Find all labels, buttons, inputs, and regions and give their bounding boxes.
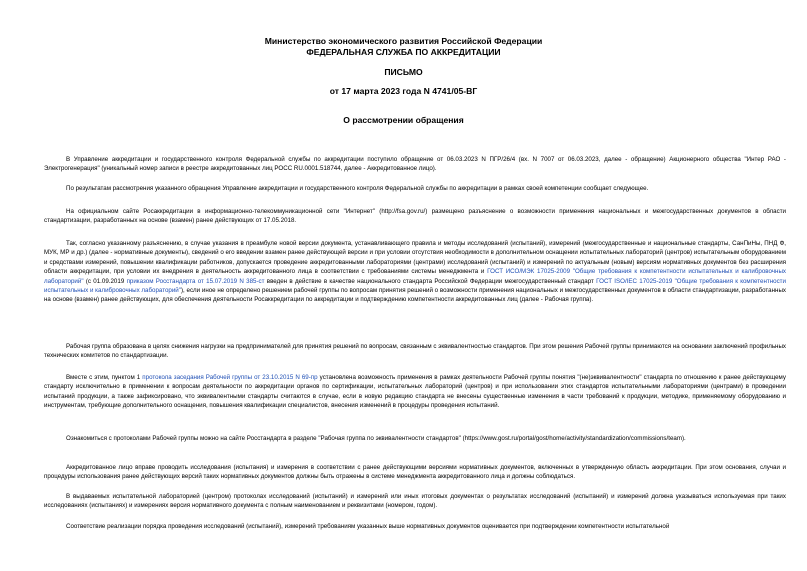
paragraph-1: В Управление аккредитации и государственного контроля Федеральной службы по аккредитации поступило обращение от 06.03.2023 N ПГР/26/4 (вх. N 7007 от 06.03.2023, далее - обращение) Акционерного общества "Интер РАО - Электрогенерация" (уникальный номер записи в реестре аккредитованных лиц РОСС RU.0001.518744, далее - Аккредитованное лицо).	[44, 156, 786, 173]
service-name: ФЕДЕРАЛЬНАЯ СЛУЖБА ПО АККРЕДИТАЦИИ	[306, 47, 501, 57]
paragraph-6-text-b: установлена возможность применения в рамках деятельности Рабочей группы понятия "(не)эквивалентности" стандарта по отношению к ранее действующему стандарту исключительно в применении к вопросам деятельности по аккредитации органов по сертификации, испытательных лабораторий (центров) и при использовании этих стандартов испытательными лабораториями (центрами) в проведении испытаний продукции, а также зафиксировано, что эквивалентными стандарты считаются в случае, если в новую редакцию стандарта не внесены существенные изменения в части требований к продукции, методике, применяемому оборудованию и инструментам, требующие дополнительного оснащения, повышения квалификации специалистов, внесения изменений в процедуры проведения испытаний.	[44, 374, 786, 410]
working-group-protocol-link[interactable]: протокола заседания Рабочей группы от 23.10.2015 N 69-пр	[142, 374, 318, 381]
rosstandart-order-link[interactable]: приказом Росстандарта от 15.07.2019 N 385-ст	[126, 277, 265, 285]
paragraph-4-text-d: ), если иное не определено решением рабочей группы по вопросам принятия решений о возможности применения национальных и межгосударственных документов в области стандартизации, разработанных на основе (взамен) ранее действующих, для обеспечения деятельности Росаккредитации по аккредитации и подтверждению компетентности аккредитованных лиц (далее - Рабочая группа).	[44, 287, 787, 304]
paragraph-4	[44, 239, 786, 305]
paragraph-4-text-b: (с 01.09.2019	[85, 277, 125, 285]
gost-iso-17025-2019-link[interactable]: ГОСТ ISO/IEC 17025-2019 "Общие требования к компетентности испытательных и калибровочных лабораторий"	[44, 277, 786, 295]
paragraph-4-text-c: введен в действие в качестве национального стандарта Российской Федерации межгосударственный стандарт	[266, 277, 594, 285]
document-date: от 17 марта 2023 года N 4741/05-ВГ	[329, 86, 478, 96]
paragraph-6-text-a: Вместе с этим, пунктом 1	[66, 374, 141, 381]
paragraph-2: По результатам рассмотрения указанного обращения Управление аккредитации и государственного контроля Федеральной службы по аккредитации в рамках своей компетенции сообщает следующее.	[66, 185, 649, 192]
paragraph-9: В выдаваемых испытательной лабораторией (центром) протоколах исследований (испытаний) и измерений или иных итоговых документах о результатах исследований (испытаний) и измерений должна указываться используемая при таких исследованиях (испытаниях) и измерениях версия нормативного документа с полным наименованием и реквизитами (номером, годом).	[44, 493, 786, 510]
paragraph-3: На официальном сайте Росаккредитации в информационно-телекоммуникационной сети "Интернет" (http://fsa.gov.ru/) размещено разъяснение о возможности применения национальных и межгосударственных документов в области стандартизации, разработанных на основе (взамен) ранее действующих от 17.05.2018.	[44, 208, 786, 225]
paragraph-7: Ознакомиться с протоколами Рабочей группы можно на сайте Росстандарта в разделе "Рабочая группа по эквивалентности стандартов" (https://www.gost.ru/portal/gost/home/activity/standardization/commissions/team).	[66, 435, 686, 442]
paragraph-10: Соответствие реализации порядка проведения исследований (испытаний), измерений требованиям указанных выше нормативных документов оценивается при подтверждении компетентности испытательной	[66, 523, 670, 530]
paragraph-8: Аккредитованное лицо вправе проводить исследования (испытания) и измерения в соответствии с ранее действующими версиями нормативных документов, включенных в утвержденную область аккредитации. При этом основания, случаи и процедуры использования ранее действующих версий таких нормативных документов должны быть отражены в системе менеджмента аккредитованного лица и должны соблюдаться.	[44, 464, 786, 481]
paragraph-4-text-a: Так, согласно указанному разъяснению, в случае указания в преамбуле новой версии документа, устанавливающего правила и методы исследований (испытаний), измерений (межгосударственные и национальные стандарты, СанПиНы, ПНД Ф, МУК, МР и др.) (далее - нормативные документы), сведений о его введении взамен ранее действующей версии и при условии отсутствия необходимости в дополнительном оснащении испытательных лабораторий (центров) испытательным оборудованием и средствами измерений, повышении квалификации работников, допускается проведение аккредитованными лабораториями (центрами) исследований (испытаний) и измерений по актуальным (новым) версиям нормативных документов без расширения области аккредитации, при условии их внедрения в деятельность аккредитованного лица в соответствии с требованиями системы менеджмента и	[44, 240, 786, 276]
ministry-name: Министерство экономического развития Российской Федерации	[264, 36, 543, 46]
document-subject: О рассмотрении обращения	[343, 115, 464, 125]
paragraph-6	[44, 373, 786, 411]
paragraph-5: Рабочая группа образована в целях снижения нагрузки на предпринимателей для принятия решений по вопросам, связанным с эквивалентностью стандартов. При этом решения Рабочей группы принимаются на основании заключений профильных технических комитетов по стандартизации.	[44, 343, 786, 360]
document-type: ПИСЬМО	[384, 67, 423, 77]
gost-iso-17025-2009-link[interactable]: ГОСТ ИСО/МЭК 17025-2009 "Общие требования к компетентности испытательных и калибровочных лабораторий"	[44, 268, 786, 285]
